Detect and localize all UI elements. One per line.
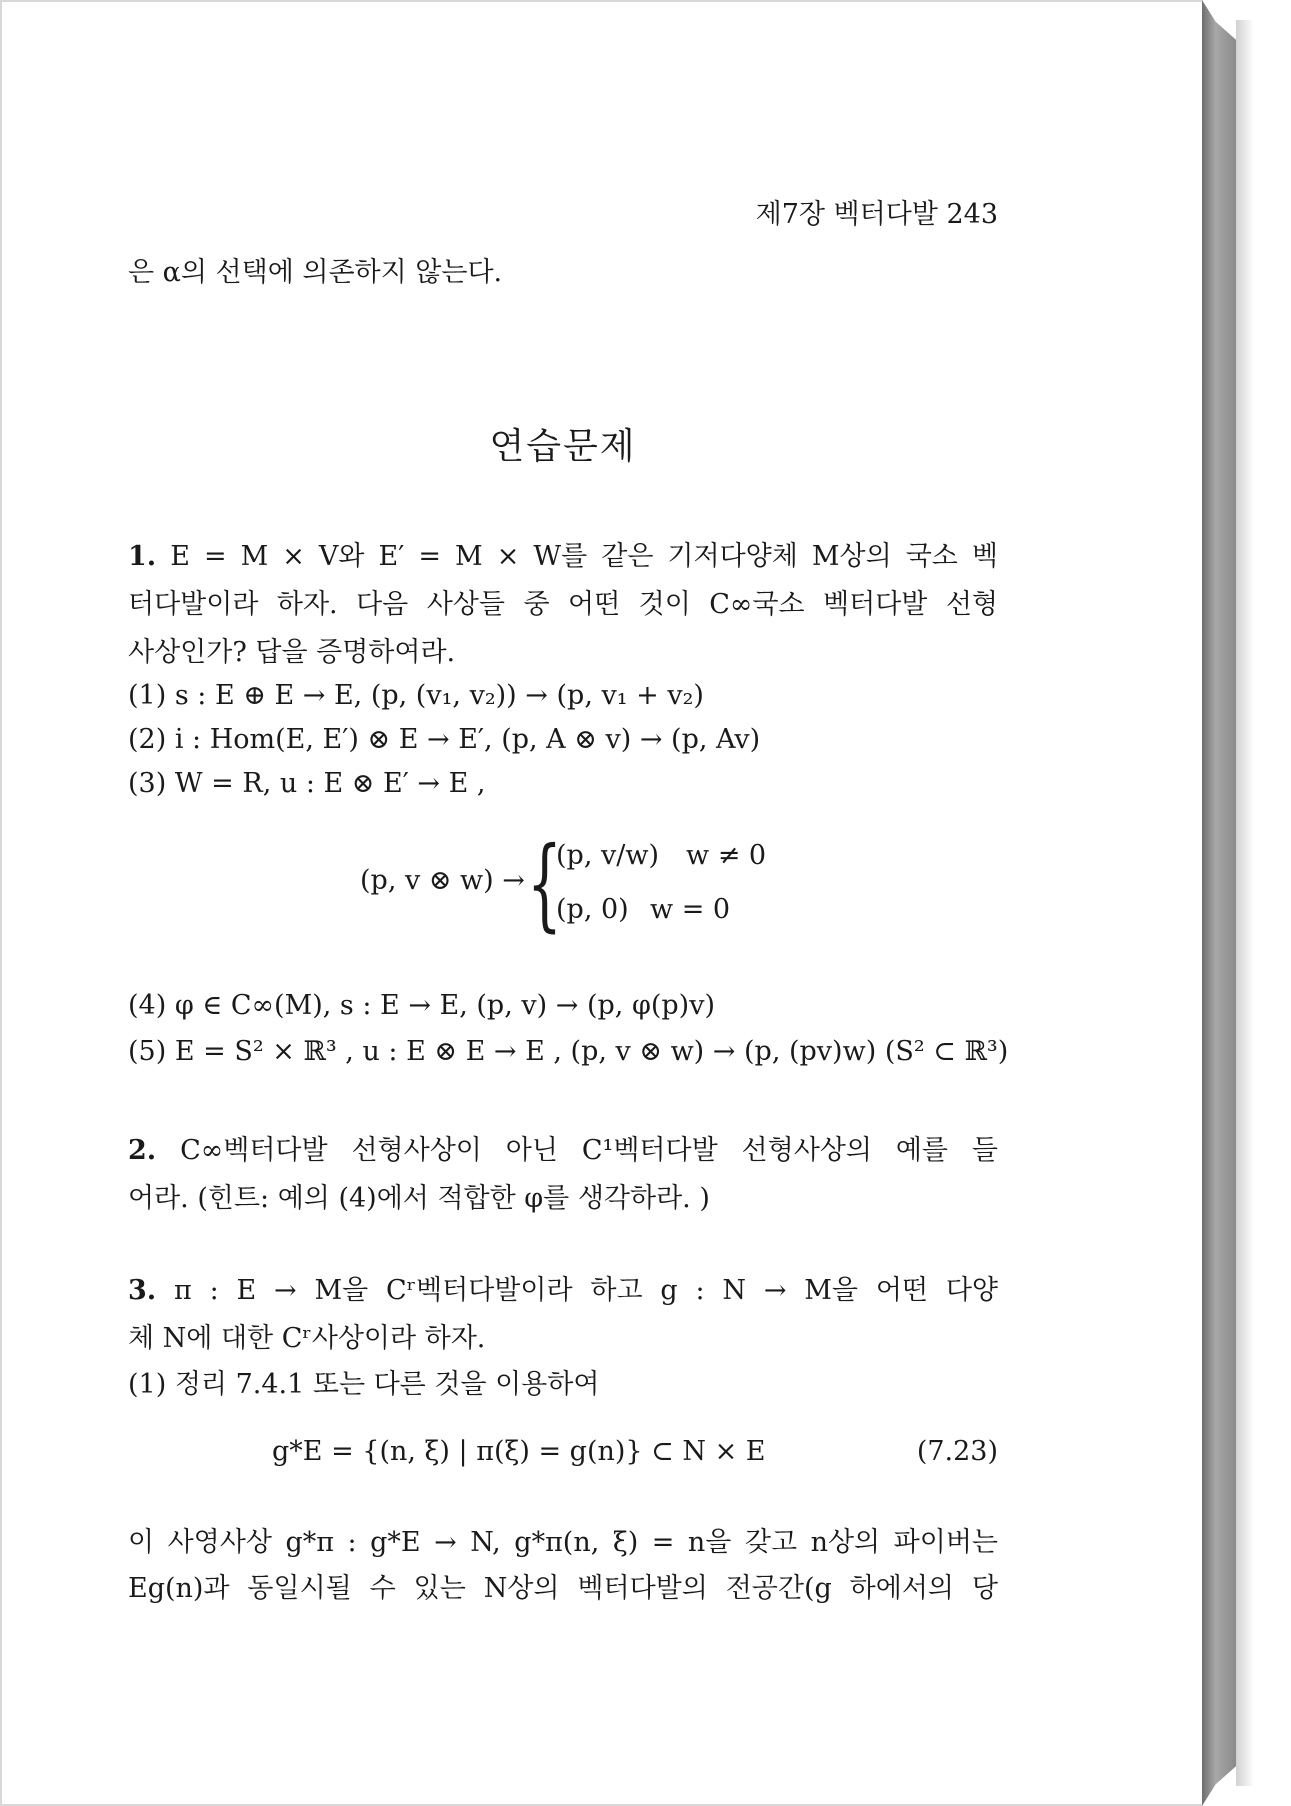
problem3-line4: Eg(n)과 동일시될 수 있는 N상의 벡터다발의 전공간(g 하에서의 당 [128, 1573, 998, 1604]
section-title: 연습문제 [489, 426, 637, 467]
problem1-line3: 사상인가? 답을 증명하여라. [128, 637, 456, 668]
problem1-line1 [128, 534, 998, 573]
problem1-item3: (3) W = R, u : E ⊗ E′ → E , [128, 768, 486, 799]
intro-line: 은 α의 선택에 의존하지 않는다. [128, 257, 503, 288]
problem1-line1-text: E = M × V와 E′ = M × W를 같은 기저다양체 M상의 국소 벡 [170, 541, 998, 572]
spine-shadow [1236, 20, 1254, 1786]
cases-brace: { [527, 825, 562, 942]
book-spine [1202, 0, 1236, 1806]
case1-value: (p, v/w) [556, 840, 659, 871]
case2-condition: w = 0 [650, 894, 731, 925]
problem3-line1-text: π : E → M을 Cʳ벡터다발이라 하고 g : N → M을 어떤 다양 [174, 1275, 998, 1306]
problem1-item5: (5) E = S² × ℝ³ , u : E ⊗ E → E , (p, v ⊗ w) → (p, (pv)w) (S² ⊂ ℝ³) [128, 1036, 1009, 1067]
problem3-line1 [128, 1268, 998, 1307]
problem1-line2: 터다발이라 하자. 다음 사상들 중 어떤 것이 C∞국소 벡터다발 선형 [128, 589, 998, 620]
problem3-line3: 이 사영사상 g*π : g*E → N, g*π(n, ξ) = n을 갖고 n상의 파이버는 [128, 1527, 998, 1558]
problem1-item1: (1) s : E ⊕ E → E, (p, (v₁, v₂)) → (p, v₁ + v₂) [128, 680, 704, 711]
problem2-line1-text: C∞벡터다발 선형사상이 아닌 C¹벡터다발 선형사상의 예를 들 [180, 1135, 998, 1166]
problem2-line1 [128, 1128, 998, 1167]
problem3-display: g*E = {(n, ξ) | π(ξ) = g(n)} ⊂ N × E [272, 1436, 766, 1467]
case1-condition: w ≠ 0 [686, 840, 767, 871]
problem2-number: 2. [128, 1135, 157, 1166]
problem3-line2: 체 N에 대한 Cʳ사상이라 하자. [128, 1323, 486, 1354]
problem1-item4: (4) φ ∈ C∞(M), s : E → E, (p, v) → (p, φ(p)v) [128, 990, 715, 1021]
problem3-number: 3. [128, 1275, 157, 1306]
problem1-item2: (2) i : Hom(E, E′) ⊗ E → E′, (p, A ⊗ v) → (p, Av) [128, 724, 761, 755]
problem2-line2: 어라. (힌트: 예의 (4)에서 적합한 φ를 생각하라. ) [128, 1183, 710, 1214]
problem3-item1: (1) 정리 7.4.1 또는 다른 것을 이용하여 [128, 1369, 600, 1400]
problem1-number: 1. [128, 541, 157, 572]
running-head: 제7장 벡터다발 243 [755, 199, 998, 230]
equation-number: (7.23) [916, 1436, 998, 1467]
display-lhs: (p, v ⊗ w) → [360, 865, 525, 896]
case2-value: (p, 0) [556, 894, 629, 925]
